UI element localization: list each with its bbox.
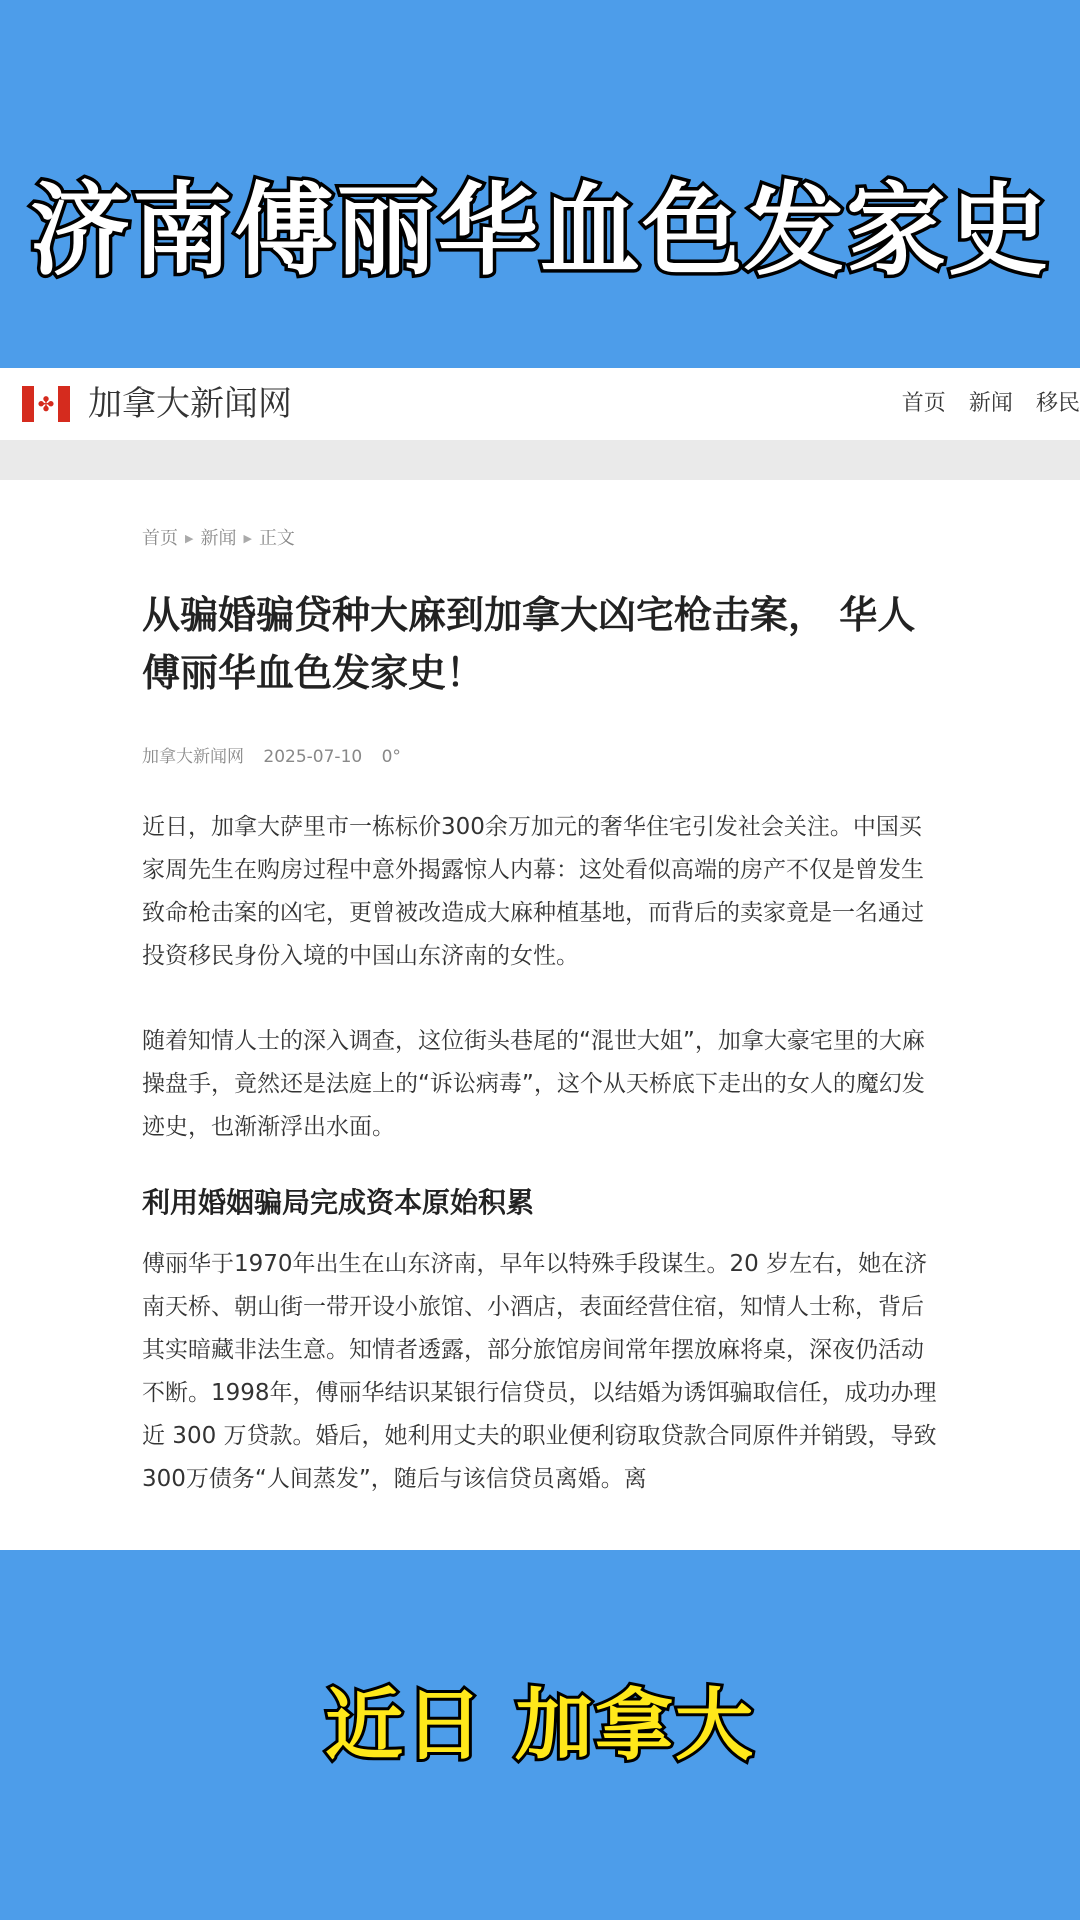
video-caption xyxy=(0,1663,1080,1775)
breadcrumb-news[interactable]: 新闻 xyxy=(200,528,237,549)
article-paragraph: 近日，加拿大萨里市一栋标价300余万加元的奢华住宅引发社会关注。中国买家周先生在购房过程中意外揭露惊人内幕：这处看似高端的房产不仅是曾发生致命枪击案的凶宅，更曾被改造成大麻种植基地，而背后的卖家竟是一名通过投资移民身份入境的中国山东济南的女性。 xyxy=(142,814,924,969)
caption-part-2: 加拿大 xyxy=(515,1681,756,1771)
article-body xyxy=(142,806,942,1501)
banner-title: 济南傅丽华血色发家史 xyxy=(30,172,1050,289)
top-banner xyxy=(0,0,1080,368)
site-header xyxy=(0,368,1080,441)
breadcrumb-separator-icon: ▶ xyxy=(185,532,194,545)
article-date: 2025-07-10 xyxy=(263,747,363,767)
maple-leaf-flag-icon[interactable] xyxy=(22,386,70,422)
header-divider-bar xyxy=(0,440,1080,480)
maple-leaf-icon: ✤ xyxy=(34,386,58,422)
breadcrumb-current: 正文 xyxy=(258,528,295,549)
bottom-banner xyxy=(0,1550,1080,1920)
article-source: 加拿大新闻网 xyxy=(142,747,244,767)
nav-item-news[interactable]: 新闻 xyxy=(968,391,1013,416)
breadcrumb xyxy=(142,524,295,550)
article-area xyxy=(0,480,1080,1550)
breadcrumb-separator-icon: ▶ xyxy=(243,532,252,545)
article-title: 从骗婚骗贷种大麻到加拿大凶宅枪击案， 华人傅丽华血色发家史！ xyxy=(142,593,916,695)
caption-part-1: 近日 xyxy=(324,1681,485,1771)
site-logo-text[interactable]: 加拿大新闻网 xyxy=(88,384,292,424)
article-paragraph: 随着知情人士的深入调查，这位街头巷尾的“混世大姐”，加拿大豪宅里的大麻操盘手，竟然还是法庭上的“诉讼病毒”，这个从天桥底下走出的女人的魔幻发迹史，也渐渐浮出水面。 xyxy=(142,1028,925,1140)
article-meta xyxy=(142,742,415,767)
nav-item-home[interactable]: 首页 xyxy=(901,391,946,416)
article-views: 0° xyxy=(381,747,401,767)
breadcrumb-home[interactable]: 首页 xyxy=(142,528,178,549)
top-nav xyxy=(884,388,1080,420)
nav-item-immigration[interactable]: 移民 xyxy=(1035,391,1080,416)
article-subheading: 利用婚姻骗局完成资本原始积累 xyxy=(142,1186,535,1219)
article-paragraph: 傅丽华于1970年出生在山东济南，早年以特殊手段谋生。20 岁左右，她在济南天桥、朝山街一带开设小旅馆、小酒店，表面经营住宿，知情人士称，背后其实暗藏非法生意。知情者透露，部分旅馆房间常年摆放麻将桌，深夜仍活动不断。1998年，傅丽华结识某银行信贷员，以结婚为诱饵骗取信任，成功办理近 300 万贷款。婚后，她利用丈夫的职业便利窃取贷款合同原件并销毁，导致300万债务“人间蒸发”，随后与该信贷员离婚。离 xyxy=(142,1251,937,1492)
